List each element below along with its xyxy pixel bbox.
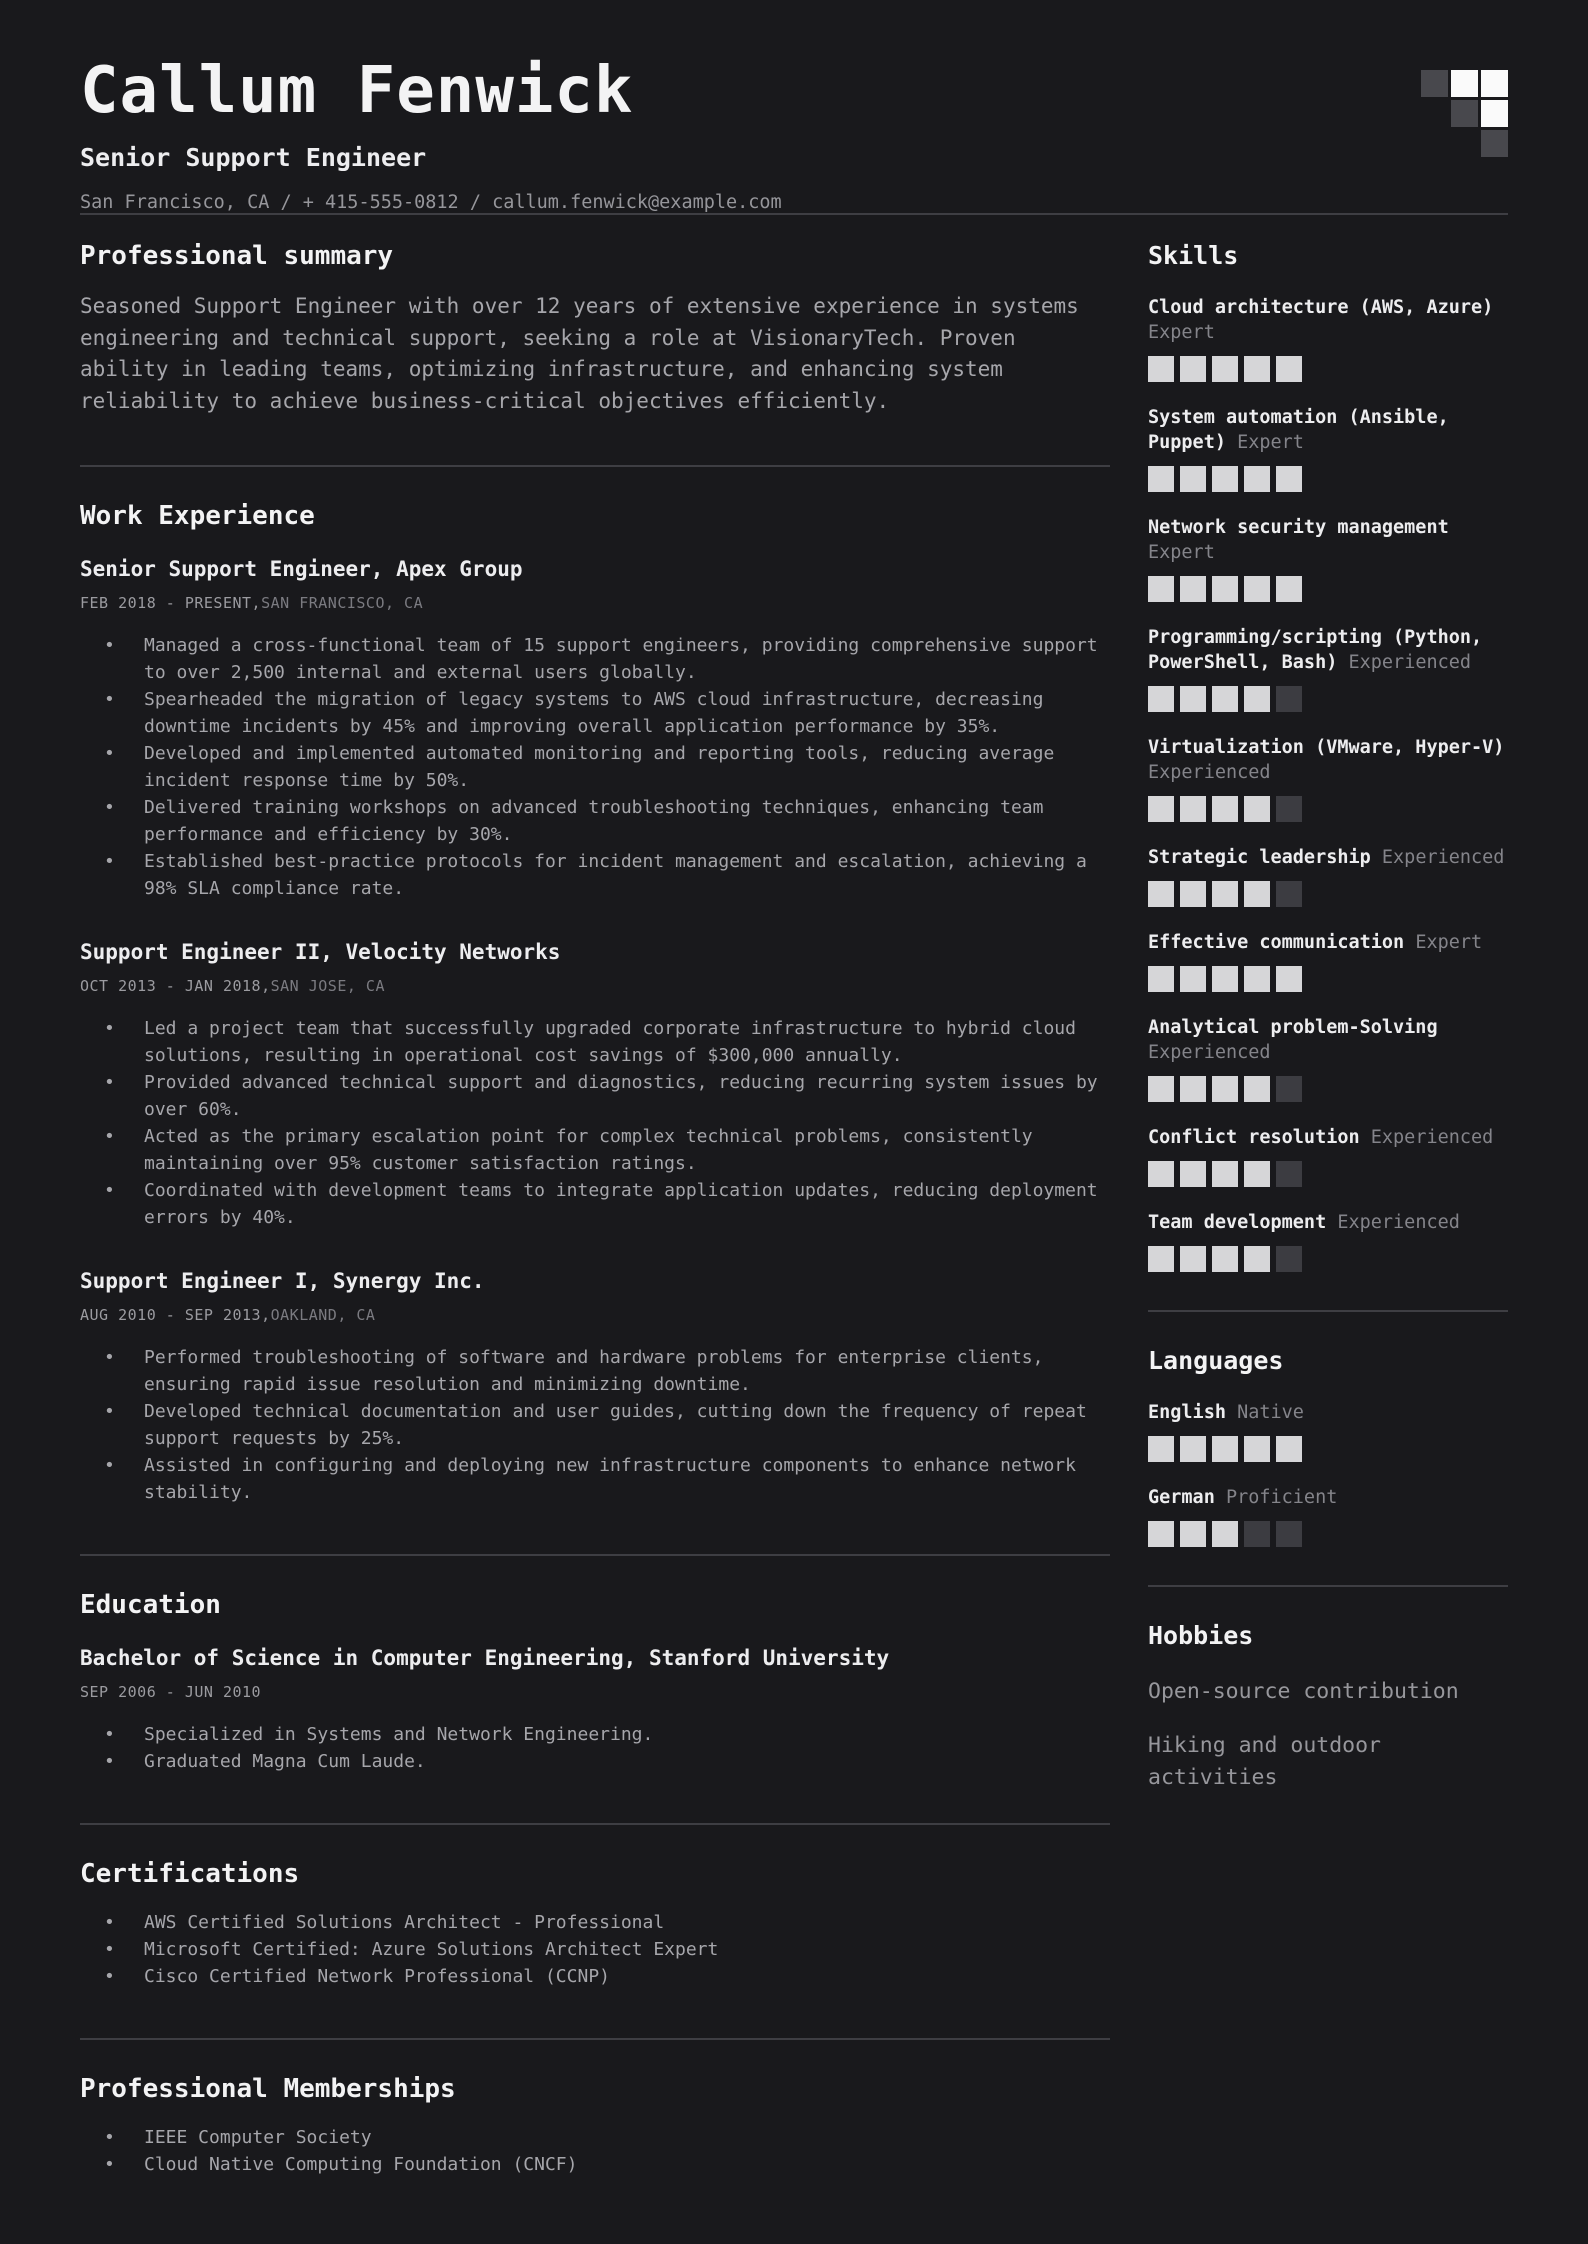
bullet-text: Performed troubleshooting of software and hardware problems for enterprise clients, ensuring rapid issue resolution and minimizing downtime.	[144, 1347, 1044, 1396]
bullet-text: Assisted in configuring and deploying new infrastructure components to enhance network stability.	[144, 1455, 1076, 1504]
rating-square	[1276, 686, 1302, 712]
bullet-dot-icon: •	[104, 1455, 115, 1477]
bullet-text: Provided advanced technical support and diagnostics, reducing recurring system issues by over 60%.	[144, 1072, 1098, 1121]
skill-item	[1148, 1016, 1508, 1102]
skill-level: Experienced	[1370, 1126, 1494, 1148]
section-divider	[80, 2038, 1110, 2040]
bullet-text: Microsoft Certified: Azure Solutions Architect Expert	[144, 1939, 719, 1961]
skill-item	[1148, 296, 1508, 382]
rating-square	[1180, 466, 1206, 492]
language-name: German	[1148, 1486, 1215, 1508]
logo-cell-gray	[1451, 100, 1478, 127]
bullet-dot-icon: •	[104, 1724, 115, 1746]
bullet-dot-icon: •	[104, 743, 115, 765]
rating-square	[1244, 1076, 1270, 1102]
rating-square	[1276, 356, 1302, 382]
header-divider	[80, 213, 1508, 215]
skills-list	[1148, 296, 1508, 1272]
bullet-text: Cisco Certified Network Professional (CCNP)	[144, 1966, 610, 1988]
education-bullets	[80, 1721, 1110, 1775]
bullet-list	[80, 1344, 1110, 1506]
bullet-dot-icon: •	[104, 1018, 115, 1040]
bullet-text: Managed a cross-functional team of 15 support engineers, providing comprehensive support to over 2,500 internal and external users globally.	[144, 635, 1098, 684]
job-date: FEB 2018 - PRESENT,	[80, 594, 262, 613]
bullet-text: Acted as the primary escalation point for complex technical problems, consistently maintaining over 95% customer satisfaction ratings.	[144, 1126, 1033, 1175]
skill-level: Experienced	[1148, 761, 1271, 783]
rating-square	[1148, 1076, 1174, 1102]
rating-square	[1276, 1246, 1302, 1272]
skill-rating-bar	[1148, 466, 1508, 492]
skill-rating-bar	[1148, 796, 1508, 822]
skill-name: Virtualization (VMware, Hyper-V)	[1148, 736, 1505, 758]
skill-name: Programming/scripting (Python, PowerShell, Bash)	[1148, 627, 1483, 673]
skill-name: Network security management	[1148, 517, 1449, 539]
education-meta	[80, 1683, 1110, 1701]
rating-square	[1212, 1076, 1238, 1102]
rating-square	[1244, 576, 1270, 602]
header-text	[80, 54, 782, 214]
bullet-dot-icon: •	[104, 1180, 115, 1202]
logo-cell-white	[1451, 70, 1478, 97]
skill-label	[1148, 1016, 1508, 1066]
skill-name: Effective communication	[1148, 931, 1405, 953]
skill-item	[1148, 626, 1508, 712]
rating-square	[1212, 686, 1238, 712]
bullet-dot-icon: •	[104, 1347, 115, 1369]
section-divider	[80, 1823, 1110, 1825]
section-divider	[80, 1554, 1110, 1556]
language-label	[1148, 1401, 1508, 1426]
summary-text: Seasoned Support Engineer with over 12 years of extensive experience in systems engineering and technical support, seeking a role at VisionaryTech. Proven ability in leading teams, optimizing infrastructure, and enhancing system reliability to achieve business-critical objectives efficiently.	[80, 294, 1079, 413]
rating-square	[1180, 1076, 1206, 1102]
logo-cell-white	[1481, 100, 1508, 127]
rating-square	[1148, 356, 1174, 382]
rating-square	[1212, 1161, 1238, 1187]
rating-square	[1180, 1521, 1206, 1547]
section-work-experience	[80, 501, 1110, 1506]
rating-square	[1244, 796, 1270, 822]
certification-list	[80, 1909, 1110, 1990]
rating-square	[1180, 576, 1206, 602]
skill-rating-bar	[1148, 1076, 1508, 1102]
bullet-list	[80, 2124, 1110, 2178]
rating-square	[1212, 796, 1238, 822]
job-meta	[80, 1306, 1110, 1324]
rating-square	[1180, 356, 1206, 382]
skill-name: System automation (Ansible, Puppet)	[1148, 407, 1449, 454]
rating-square	[1148, 1436, 1174, 1462]
language-name: English	[1148, 1401, 1226, 1423]
rating-square	[1244, 466, 1270, 492]
job-entry	[80, 557, 1110, 902]
skill-item	[1148, 846, 1508, 907]
rating-square	[1212, 1521, 1238, 1547]
bullet-item	[80, 686, 1110, 740]
rating-square	[1148, 966, 1174, 992]
rating-square	[1212, 881, 1238, 907]
bullet-item	[80, 632, 1110, 686]
logo-grid-icon	[1421, 70, 1508, 157]
rating-square	[1180, 1246, 1206, 1272]
language-level: Proficient	[1225, 1486, 1338, 1508]
skill-label	[1148, 296, 1508, 346]
bullet-item	[80, 1069, 1110, 1123]
bullet-dot-icon: •	[104, 1966, 115, 1988]
skill-item	[1148, 931, 1508, 992]
skill-label	[1148, 626, 1508, 676]
sidebar	[1148, 241, 1508, 2178]
rating-square	[1148, 466, 1174, 492]
rating-square	[1212, 576, 1238, 602]
bullet-text: Graduated Magna Cum Laude.	[144, 1751, 426, 1773]
bullet-text: Led a project team that successfully upgraded corporate infrastructure to hybrid cloud solutions, resulting in operational cost savings of $300,000 annually.	[144, 1018, 1076, 1067]
rating-square	[1276, 1521, 1302, 1547]
rating-square	[1180, 881, 1206, 907]
skill-rating-bar	[1148, 881, 1508, 907]
job-title: Support Engineer II, Velocity Networks	[80, 940, 561, 965]
bullet-item	[80, 1123, 1110, 1177]
rating-square	[1180, 686, 1206, 712]
bullet-item	[80, 1177, 1110, 1231]
skill-item	[1148, 516, 1508, 602]
section-summary	[80, 241, 1110, 417]
education-date: SEP 2006 - JUN 2010	[80, 1683, 262, 1702]
work-heading: Work Experience	[80, 501, 315, 532]
bullet-item	[80, 1398, 1110, 1452]
skill-level: Experienced	[1148, 1041, 1271, 1063]
rating-square	[1276, 1161, 1302, 1187]
degree-title: Bachelor of Science in Computer Engineering, Stanford University	[80, 1646, 890, 1671]
language-label	[1148, 1486, 1508, 1511]
hobbies-list	[1148, 1676, 1508, 1795]
rating-square	[1276, 1436, 1302, 1462]
skill-level: Expert	[1148, 322, 1215, 344]
section-education	[80, 1590, 1110, 1775]
job-title: Support Engineer I, Synergy Inc.	[80, 1269, 485, 1294]
job-list	[80, 557, 1110, 1506]
skill-level: Expert	[1148, 542, 1215, 564]
rating-square	[1244, 356, 1270, 382]
bullet-dot-icon: •	[104, 1939, 115, 1961]
rating-square	[1244, 1161, 1270, 1187]
logo-cell-empty	[1421, 100, 1448, 127]
languages-list	[1148, 1401, 1508, 1547]
skill-item	[1148, 406, 1508, 492]
hobbies-heading: Hobbies	[1148, 1620, 1254, 1650]
sidebar-divider	[1148, 1585, 1508, 1587]
job-meta	[80, 977, 1110, 995]
rating-square	[1212, 1436, 1238, 1462]
skill-rating-bar	[1148, 686, 1508, 712]
job-location: OAKLAND, CA	[270, 1306, 376, 1325]
job-location: SAN JOSE, CA	[270, 977, 385, 996]
education-entry	[80, 1646, 1110, 1775]
content-columns	[80, 241, 1508, 2178]
bullet-item	[80, 1015, 1110, 1069]
rating-square	[1244, 1521, 1270, 1547]
bullet-dot-icon: •	[104, 851, 115, 873]
skill-label	[1148, 736, 1508, 786]
bullet-text: Developed technical documentation and user guides, cutting down the frequency of repeat support requests by 25%.	[144, 1401, 1087, 1450]
job-entry	[80, 940, 1110, 1231]
person-name: Callum Fenwick	[80, 54, 634, 128]
skill-label	[1148, 1126, 1508, 1151]
rating-square	[1148, 576, 1174, 602]
language-rating-bar	[1148, 1436, 1508, 1462]
skill-level: Expert	[1415, 931, 1483, 953]
bullet-list	[80, 1721, 1110, 1775]
rating-square	[1148, 1521, 1174, 1547]
bullet-item	[80, 2151, 1110, 2178]
header	[80, 54, 1508, 214]
bullet-text: Delivered training workshops on advanced troubleshooting techniques, enhancing team performance and efficiency by 30%.	[144, 797, 1044, 846]
section-memberships	[80, 2074, 1110, 2178]
rating-square	[1212, 1246, 1238, 1272]
job-meta	[80, 594, 1110, 612]
skill-level: Expert	[1237, 432, 1304, 454]
rating-square	[1212, 966, 1238, 992]
rating-square	[1244, 881, 1270, 907]
main-column	[80, 241, 1110, 2178]
logo-cell-white	[1481, 70, 1508, 97]
skill-label	[1148, 931, 1508, 956]
bullet-item	[80, 1909, 1110, 1936]
bullet-dot-icon: •	[104, 1912, 115, 1934]
logo-cell-gray	[1481, 130, 1508, 157]
rating-square	[1276, 966, 1302, 992]
job-location: SAN FRANCISCO, CA	[261, 594, 424, 613]
bullet-dot-icon: •	[104, 689, 115, 711]
rating-square	[1180, 1161, 1206, 1187]
bullet-text: Established best-practice protocols for incident management and escalation, achieving a 98% SLA compliance rate.	[144, 851, 1087, 900]
rating-square	[1148, 796, 1174, 822]
certifications-heading: Certifications	[80, 1859, 300, 1890]
person-job-title: Senior Support Engineer	[80, 143, 427, 173]
rating-square	[1148, 881, 1174, 907]
bullet-text: Developed and implemented automated monitoring and reporting tools, reducing average incident response time by 50%.	[144, 743, 1055, 792]
rating-square	[1276, 576, 1302, 602]
skill-label	[1148, 406, 1508, 456]
bullet-list	[80, 1909, 1110, 1990]
summary-heading: Professional summary	[80, 241, 394, 272]
skill-level: Experienced	[1337, 1211, 1460, 1233]
skill-name: Analytical problem-Solving	[1148, 1016, 1438, 1038]
skill-level: Experienced	[1348, 651, 1472, 673]
skill-rating-bar	[1148, 966, 1508, 992]
language-rating-bar	[1148, 1521, 1508, 1547]
rating-square	[1276, 796, 1302, 822]
bullet-dot-icon: •	[104, 2154, 115, 2176]
skill-label	[1148, 516, 1508, 566]
bullet-dot-icon: •	[104, 1126, 115, 1148]
skill-name: Strategic leadership	[1148, 846, 1371, 868]
bullet-item	[80, 2124, 1110, 2151]
logo-cell-empty	[1451, 130, 1478, 157]
job-date: AUG 2010 - SEP 2013,	[80, 1306, 271, 1325]
skill-item	[1148, 1211, 1508, 1272]
bullet-item	[80, 794, 1110, 848]
bullet-dot-icon: •	[104, 1751, 115, 1773]
rating-square	[1180, 796, 1206, 822]
bullet-text: Coordinated with development teams to integrate application updates, reducing deployment errors by 40%.	[144, 1180, 1098, 1229]
bullet-text: Specialized in Systems and Network Engineering.	[144, 1724, 654, 1746]
bullet-item	[80, 1721, 1110, 1748]
bullet-dot-icon: •	[104, 635, 115, 657]
bullet-text: Cloud Native Computing Foundation (CNCF)	[144, 2154, 578, 2176]
rating-square	[1180, 966, 1206, 992]
bullet-text: AWS Certified Solutions Architect - Professional	[144, 1912, 665, 1934]
languages-heading: Languages	[1148, 1345, 1284, 1375]
job-title: Senior Support Engineer, Apex Group	[80, 557, 523, 582]
skill-item	[1148, 736, 1508, 822]
skill-level: Experienced	[1381, 846, 1505, 868]
skill-rating-bar	[1148, 576, 1508, 602]
bullet-dot-icon: •	[104, 1072, 115, 1094]
bullet-item	[80, 1963, 1110, 1990]
memberships-heading: Professional Memberships	[80, 2074, 456, 2105]
rating-square	[1148, 1246, 1174, 1272]
bullet-list	[80, 632, 1110, 902]
rating-square	[1148, 686, 1174, 712]
rating-square	[1244, 966, 1270, 992]
bullet-item	[80, 848, 1110, 902]
bullet-item	[80, 740, 1110, 794]
hobby-item: Open-source contribution	[1148, 1678, 1459, 1704]
rating-square	[1180, 1436, 1206, 1462]
section-certifications	[80, 1859, 1110, 1990]
rating-square	[1212, 466, 1238, 492]
bullet-item	[80, 1748, 1110, 1775]
bullet-text: Spearheaded the migration of legacy systems to AWS cloud infrastructure, decreasing downtime incidents by 45% and improving overall application performance by 35%.	[144, 689, 1044, 738]
section-divider	[80, 465, 1110, 467]
membership-list	[80, 2124, 1110, 2178]
contact-info: San Francisco, CA / + 415-555-0812 / callum.fenwick@example.com	[80, 192, 782, 214]
rating-square	[1276, 881, 1302, 907]
bullet-list	[80, 1015, 1110, 1231]
sidebar-divider	[1148, 1310, 1508, 1312]
skill-item	[1148, 1126, 1508, 1187]
skill-name: Team development	[1148, 1211, 1327, 1233]
bullet-dot-icon: •	[104, 797, 115, 819]
education-heading: Education	[80, 1590, 221, 1621]
rating-square	[1212, 356, 1238, 382]
skill-name: Conflict resolution	[1148, 1126, 1360, 1148]
language-item	[1148, 1486, 1508, 1547]
rating-square	[1276, 466, 1302, 492]
skill-label	[1148, 846, 1508, 871]
rating-square	[1244, 1246, 1270, 1272]
bullet-item	[80, 1344, 1110, 1398]
skill-name: Cloud architecture (AWS, Azure)	[1148, 297, 1494, 319]
rating-square	[1244, 1436, 1270, 1462]
hobby-item: Hiking and outdoor activities	[1148, 1732, 1381, 1791]
skill-rating-bar	[1148, 1161, 1508, 1187]
rating-square	[1244, 686, 1270, 712]
rating-square	[1276, 1076, 1302, 1102]
logo-cell-empty	[1421, 130, 1448, 157]
skill-rating-bar	[1148, 356, 1508, 382]
skill-rating-bar	[1148, 1246, 1508, 1272]
job-date: OCT 2013 - JAN 2018,	[80, 977, 271, 996]
bullet-dot-icon: •	[104, 1401, 115, 1423]
job-entry	[80, 1269, 1110, 1506]
bullet-item	[80, 1452, 1110, 1506]
bullet-item	[80, 1936, 1110, 1963]
skill-label	[1148, 1211, 1508, 1236]
bullet-dot-icon: •	[104, 2127, 115, 2149]
skills-heading: Skills	[1148, 241, 1239, 271]
language-level: Native	[1237, 1401, 1304, 1423]
language-item	[1148, 1401, 1508, 1462]
bullet-text: IEEE Computer Society	[144, 2127, 372, 2149]
rating-square	[1148, 1161, 1174, 1187]
logo-cell-gray	[1421, 70, 1448, 97]
